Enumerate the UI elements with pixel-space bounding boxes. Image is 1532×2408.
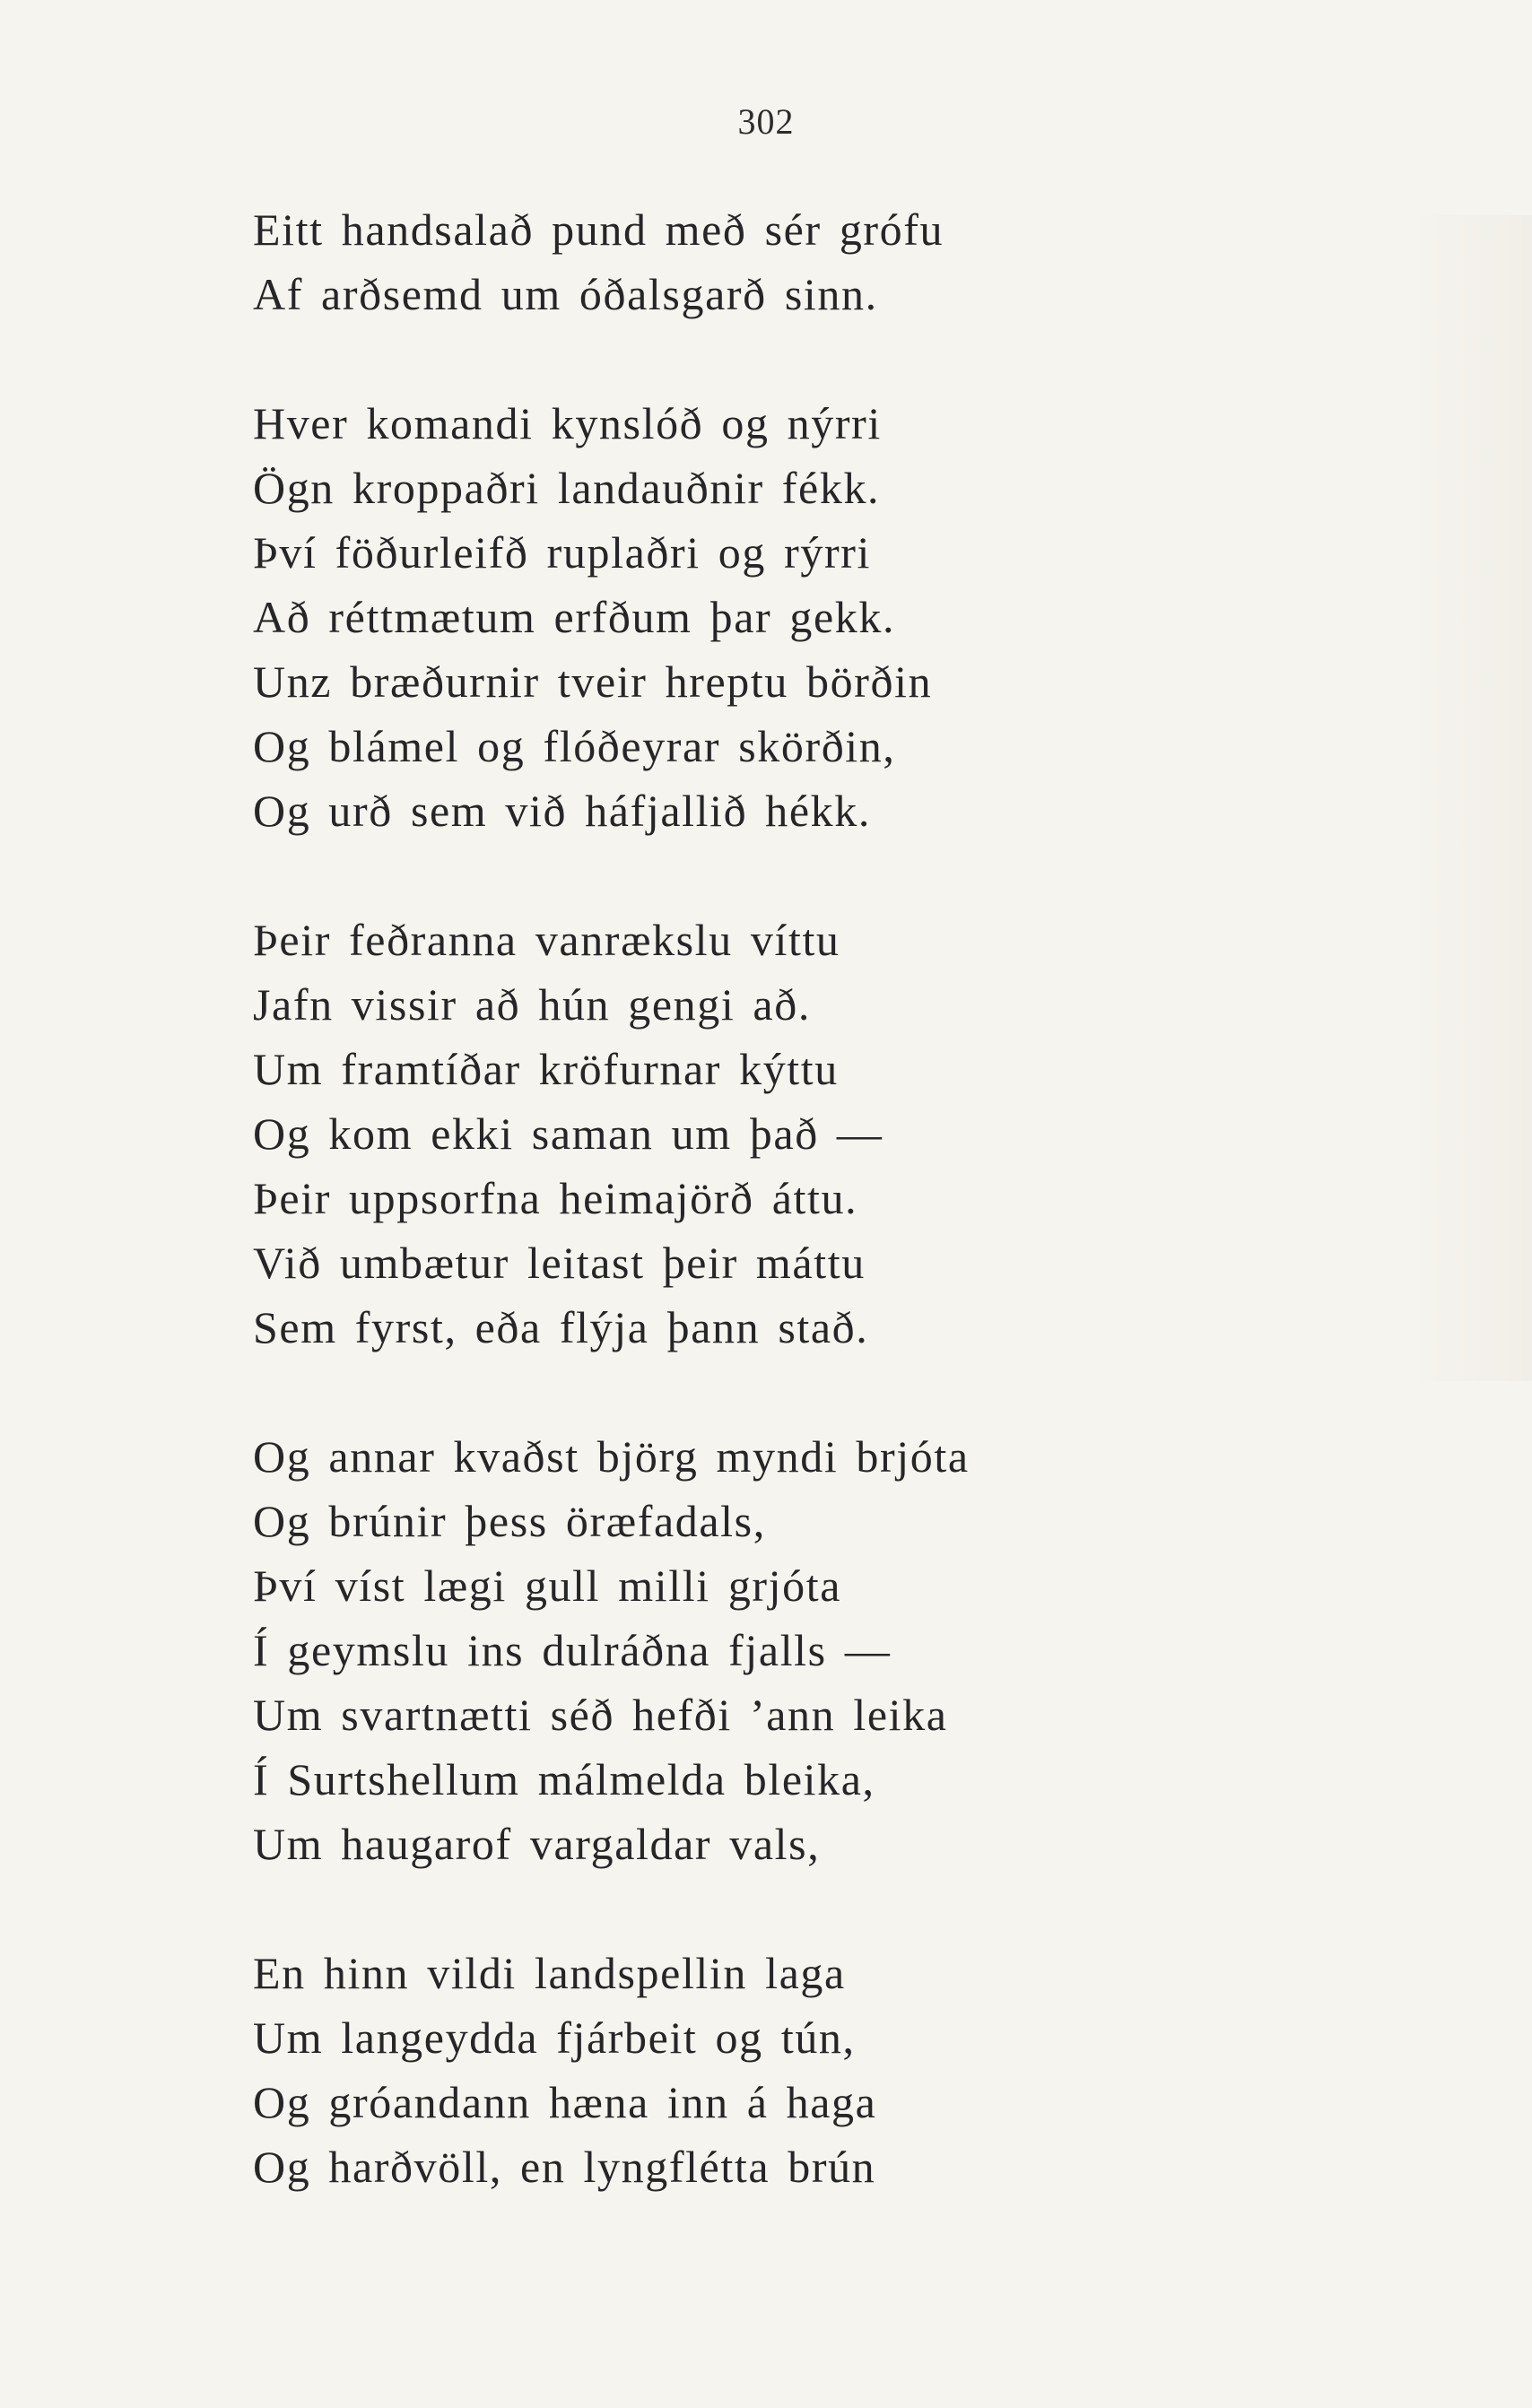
poem-line: Og kom ekki saman um það — [253,1108,884,1159]
poem-line: Af arðsemd um óðalsgarð sinn. [253,269,878,319]
stanza-5 [253,1941,1473,2199]
stanza-2 [253,391,1473,843]
poem-line: Jafn vissir að hún gengi að. [253,979,811,1030]
poem-line: Eitt handsalað pund með sér grófu [253,204,944,255]
poem-line: Og gróandann hæna inn á haga [253,2077,877,2127]
poem-line: Þeir feðranna vanrækslu víttu [253,915,840,965]
poem-line: En hinn vildi landspellin laga [253,1948,846,1998]
stanza-4 [253,1424,1473,1876]
poem-line: Unz bræðurnir tveir hreptu börðin [253,656,933,707]
poem-line: Að réttmætum erfðum þar gekk. [253,592,896,642]
poem-line: Og blámel og flóðeyrar skörðin, [253,721,896,771]
poem-line: Í Surtshellum málmelda bleika, [253,1754,875,1804]
stanza-3 [253,908,1473,1360]
poem-line: Við umbætur leitast þeir máttu [253,1238,866,1288]
poem-line: Um framtíðar kröfurnar kýttu [253,1044,839,1094]
poem-line: Sem fyrst, eða flýja þann stað. [253,1302,869,1352]
page-number: 302 [737,101,795,142]
poem-line: Þeir uppsorfna heimajörð áttu. [253,1173,858,1223]
poem-line: Og harðvöll, en lyngflétta brún [253,2142,876,2192]
poem [253,197,1473,2199]
poem-line: Hver komandi kynslóð og nýrri [253,398,882,448]
poem-line: Og annar kvaðst björg myndi brjóta [253,1431,970,1482]
poem-line: Því víst lægi gull milli grjóta [253,1560,842,1611]
poem-line: Um haugarof vargaldar vals, [253,1819,821,1869]
poem-line: Um svartnætti séð hefði ’ann leika [253,1690,948,1740]
poem-line: Í geymslu ins dulráðna fjalls — [253,1625,892,1675]
stanza-1 [253,197,1473,326]
poem-line: Og brúnir þess öræfadals, [253,1496,766,1546]
poem-line: Um langeydda fjárbeit og tún, [253,2012,856,2063]
poem-line: Því föðurleifð ruplaðri og rýrri [253,527,871,578]
poem-line: Ögn kroppaðri landauðnir fékk. [253,463,881,513]
poem-line: Og urð sem við háfjallið hékk. [253,786,871,836]
